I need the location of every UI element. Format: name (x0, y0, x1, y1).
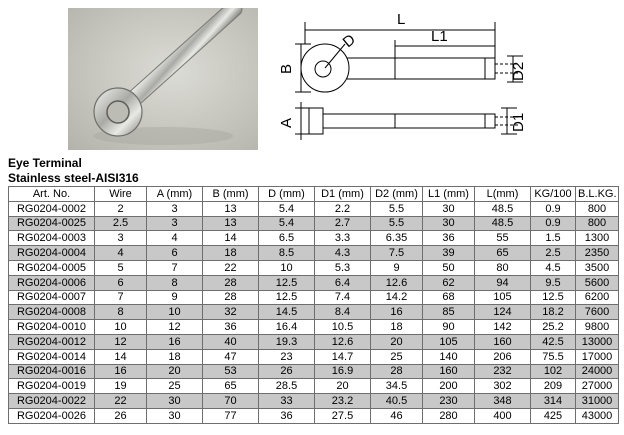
table-cell: 4.5 (531, 260, 576, 275)
table-cell: 4.3 (315, 246, 371, 261)
eye-side (309, 108, 323, 134)
table-cell: 206 (475, 349, 531, 364)
column-header: L(mm) (475, 187, 531, 202)
table-cell: 5.5 (371, 201, 423, 216)
table-cell: 14 (203, 231, 259, 246)
table-cell: 6 (147, 246, 203, 261)
table-cell: 142 (475, 320, 531, 335)
table-cell: 13 (203, 201, 259, 216)
table-cell: 30 (147, 394, 203, 409)
column-header: Wire (95, 187, 147, 202)
dim-a (295, 102, 309, 140)
table-cell: 2.7 (315, 216, 371, 231)
table-cell: 2350 (576, 246, 619, 261)
table-cell: 9800 (576, 320, 619, 335)
table-cell: 3 (147, 216, 203, 231)
table-cell: RG0204-0014 (9, 349, 95, 364)
table-cell: 53 (203, 364, 259, 379)
table-cell: 16 (371, 305, 423, 320)
table-cell: 40.5 (371, 394, 423, 409)
label-l1: L1 (431, 28, 448, 45)
table-cell: 16.9 (315, 364, 371, 379)
table-cell: 30 (423, 216, 475, 231)
table-cell: 124 (475, 305, 531, 320)
table-body (9, 201, 619, 423)
table-cell: 33 (259, 394, 315, 409)
table-cell: 425 (531, 408, 576, 423)
table-cell: 27.5 (315, 408, 371, 423)
table-row (9, 246, 619, 261)
table-row (9, 349, 619, 364)
label-d1: D1 (510, 112, 527, 132)
table-cell: 20 (147, 364, 203, 379)
table-cell: 30 (423, 201, 475, 216)
column-header: B.L.KG. (576, 187, 619, 202)
table-cell: 24000 (576, 364, 619, 379)
table-cell: 9.5 (531, 275, 576, 290)
table-cell: 14.5 (259, 305, 315, 320)
table-row (9, 275, 619, 290)
table-cell: RG0204-0019 (9, 379, 95, 394)
table-cell: 14 (95, 349, 147, 364)
table-cell: 39 (423, 246, 475, 261)
table-cell: 140 (423, 349, 475, 364)
table-cell: 18.2 (531, 305, 576, 320)
table-row (9, 260, 619, 275)
label-d: D (339, 31, 359, 52)
table-cell: 31000 (576, 394, 619, 409)
table-cell: 800 (576, 216, 619, 231)
table-cell: 70 (203, 394, 259, 409)
table-cell: 14.2 (371, 290, 423, 305)
table-cell: 8.4 (315, 305, 371, 320)
table-row (9, 364, 619, 379)
table-cell: 3 (147, 201, 203, 216)
table-cell: 18 (371, 320, 423, 335)
table-cell: 18 (147, 349, 203, 364)
table-cell: 5600 (576, 275, 619, 290)
table-cell: 0.9 (531, 216, 576, 231)
table-cell: 280 (423, 408, 475, 423)
table-cell: 4 (95, 246, 147, 261)
table-cell: 23.2 (315, 394, 371, 409)
table-cell: 314 (531, 394, 576, 409)
table-cell: 23 (259, 349, 315, 364)
table-row (9, 216, 619, 231)
table-cell: 232 (475, 364, 531, 379)
table-cell: 25.2 (531, 320, 576, 335)
table-cell: 200 (423, 379, 475, 394)
table-cell: 48.5 (475, 216, 531, 231)
table-cell: 6200 (576, 290, 619, 305)
table-cell: 25 (147, 379, 203, 394)
table-cell: 6.4 (315, 275, 371, 290)
table-cell: 47 (203, 349, 259, 364)
column-header: D (mm) (259, 187, 315, 202)
table-cell: 12.6 (315, 334, 371, 349)
table-cell: 105 (475, 290, 531, 305)
table-row (9, 290, 619, 305)
table-cell: 3500 (576, 260, 619, 275)
table-cell: 12.5 (259, 290, 315, 305)
table-cell: 18 (203, 246, 259, 261)
swage-side (395, 114, 485, 128)
table-cell: 9 (371, 260, 423, 275)
table-cell: 160 (423, 364, 475, 379)
table-cell: 65 (203, 379, 259, 394)
table-cell: 5.3 (315, 260, 371, 275)
table-cell: 7.4 (315, 290, 371, 305)
table-cell: 230 (423, 394, 475, 409)
table-cell: 27000 (576, 379, 619, 394)
table-cell: 5.4 (259, 216, 315, 231)
table-cell: 7.5 (371, 246, 423, 261)
table-cell: RG0204-0004 (9, 246, 95, 261)
label-b: B (278, 63, 295, 74)
table-cell: RG0204-0006 (9, 275, 95, 290)
table-cell: 43000 (576, 408, 619, 423)
table-row (9, 394, 619, 409)
table-cell: 28.5 (259, 379, 315, 394)
label-l: L (397, 11, 406, 28)
table-cell: 55 (475, 231, 531, 246)
shank-side (323, 114, 495, 128)
table-cell: 3.3 (315, 231, 371, 246)
table-cell: 2 (95, 201, 147, 216)
table-cell: RG0204-0026 (9, 408, 95, 423)
table-cell: 85 (423, 305, 475, 320)
table-cell: 13000 (576, 334, 619, 349)
table-cell: RG0204-0022 (9, 394, 95, 409)
spec-table (8, 186, 619, 424)
table-cell: 302 (475, 379, 531, 394)
table-cell: 6 (95, 275, 147, 290)
table-cell: 209 (531, 379, 576, 394)
table-cell: 16 (95, 364, 147, 379)
table-cell: RG0204-0005 (9, 260, 95, 275)
table-cell: 77 (203, 408, 259, 423)
table-cell: 9 (147, 290, 203, 305)
table-cell: 12 (95, 334, 147, 349)
product-photo (68, 8, 258, 150)
table-cell: 65 (475, 246, 531, 261)
table-cell: RG0204-0002 (9, 201, 95, 216)
table-row (9, 305, 619, 320)
table-cell: 68 (423, 290, 475, 305)
table-cell: 5 (95, 260, 147, 275)
table-cell: 75.5 (531, 349, 576, 364)
column-header: D2 (mm) (371, 187, 423, 202)
table-cell: RG0204-0012 (9, 334, 95, 349)
table-cell: 10.5 (315, 320, 371, 335)
shank-top (347, 58, 495, 79)
table-cell: 10 (147, 305, 203, 320)
table-cell: 80 (475, 260, 531, 275)
table-row (9, 231, 619, 246)
material-subtitle: Stainless steel-AISI316 (8, 171, 139, 185)
table-cell: 5.5 (371, 216, 423, 231)
table-cell: 17000 (576, 349, 619, 364)
dim-b (295, 44, 311, 92)
technical-drawing (278, 8, 540, 155)
header-row (9, 187, 619, 202)
table-cell: 4 (147, 231, 203, 246)
table-cell: 19.3 (259, 334, 315, 349)
table-cell: 16 (147, 334, 203, 349)
table-cell: 46 (371, 408, 423, 423)
table-cell: 20 (315, 379, 371, 394)
table-cell: 0.9 (531, 201, 576, 216)
table-cell: 8 (95, 305, 147, 320)
table-cell: 7600 (576, 305, 619, 320)
table-cell: 348 (475, 394, 531, 409)
table-cell: 26 (95, 408, 147, 423)
label-d2: D2 (510, 61, 527, 81)
table-cell: 8.5 (259, 246, 315, 261)
table-cell: 28 (371, 364, 423, 379)
table-cell: 36 (259, 408, 315, 423)
column-header: B (mm) (203, 187, 259, 202)
table-cell: 16.4 (259, 320, 315, 335)
page-title: Eye Terminal (8, 156, 82, 170)
table-cell: 48.5 (475, 201, 531, 216)
table-cell: 12 (147, 320, 203, 335)
table-cell: 12.6 (371, 275, 423, 290)
table-cell: 40 (203, 334, 259, 349)
table-cell: 34.5 (371, 379, 423, 394)
dim-d (325, 44, 345, 68)
table-cell: 25 (371, 349, 423, 364)
table-cell: 50 (423, 260, 475, 275)
table-cell: 160 (475, 334, 531, 349)
table-cell: 7 (147, 260, 203, 275)
table-cell: 20 (371, 334, 423, 349)
table-row (9, 334, 619, 349)
table-cell: 62 (423, 275, 475, 290)
table-cell: 22 (95, 394, 147, 409)
table-cell: 2.5 (531, 246, 576, 261)
column-header: Art. No. (9, 187, 95, 202)
table-cell: 94 (475, 275, 531, 290)
table-cell: 7 (95, 290, 147, 305)
table-cell: 105 (423, 334, 475, 349)
table-row (9, 408, 619, 423)
table-cell: 6.35 (371, 231, 423, 246)
swage-top (395, 58, 485, 79)
column-header: KG/100 (531, 187, 576, 202)
table-cell: 6.5 (259, 231, 315, 246)
table-cell: 36 (203, 320, 259, 335)
table-cell: RG0204-0003 (9, 231, 95, 246)
table-cell: 800 (576, 201, 619, 216)
table-row (9, 379, 619, 394)
column-header: A (mm) (147, 187, 203, 202)
table-cell: 32 (203, 305, 259, 320)
table-cell: 3 (95, 231, 147, 246)
table-cell: 102 (531, 364, 576, 379)
table-cell: 22 (203, 260, 259, 275)
table-cell: 30 (147, 408, 203, 423)
table-cell: 19 (95, 379, 147, 394)
table-cell: 10 (259, 260, 315, 275)
table-cell: 28 (203, 275, 259, 290)
table-cell: 400 (475, 408, 531, 423)
table-cell: RG0204-0025 (9, 216, 95, 231)
table-cell: RG0204-0008 (9, 305, 95, 320)
table-cell: 28 (203, 290, 259, 305)
table-cell: 12.5 (259, 275, 315, 290)
table-cell: 14.7 (315, 349, 371, 364)
table-cell: 5.4 (259, 201, 315, 216)
column-header: L1 (mm) (423, 187, 475, 202)
table-cell: 42.5 (531, 334, 576, 349)
table-cell: 2.2 (315, 201, 371, 216)
table-cell: 36 (423, 231, 475, 246)
table-cell: 90 (423, 320, 475, 335)
table-cell: 8 (147, 275, 203, 290)
eye-terminal-illustration (68, 8, 258, 150)
table-cell: RG0204-0007 (9, 290, 95, 305)
table-cell: 10 (95, 320, 147, 335)
table-cell: 2.5 (95, 216, 147, 231)
table-cell: 1300 (576, 231, 619, 246)
column-header: D1 (mm) (315, 187, 371, 202)
table-cell: 26 (259, 364, 315, 379)
table-cell: RG0204-0016 (9, 364, 95, 379)
table-cell: 1.5 (531, 231, 576, 246)
table-cell: RG0204-0010 (9, 320, 95, 335)
table-cell: 13 (203, 216, 259, 231)
table-row (9, 201, 619, 216)
label-a: A (278, 117, 295, 128)
table-cell: 12.5 (531, 290, 576, 305)
table-row (9, 320, 619, 335)
